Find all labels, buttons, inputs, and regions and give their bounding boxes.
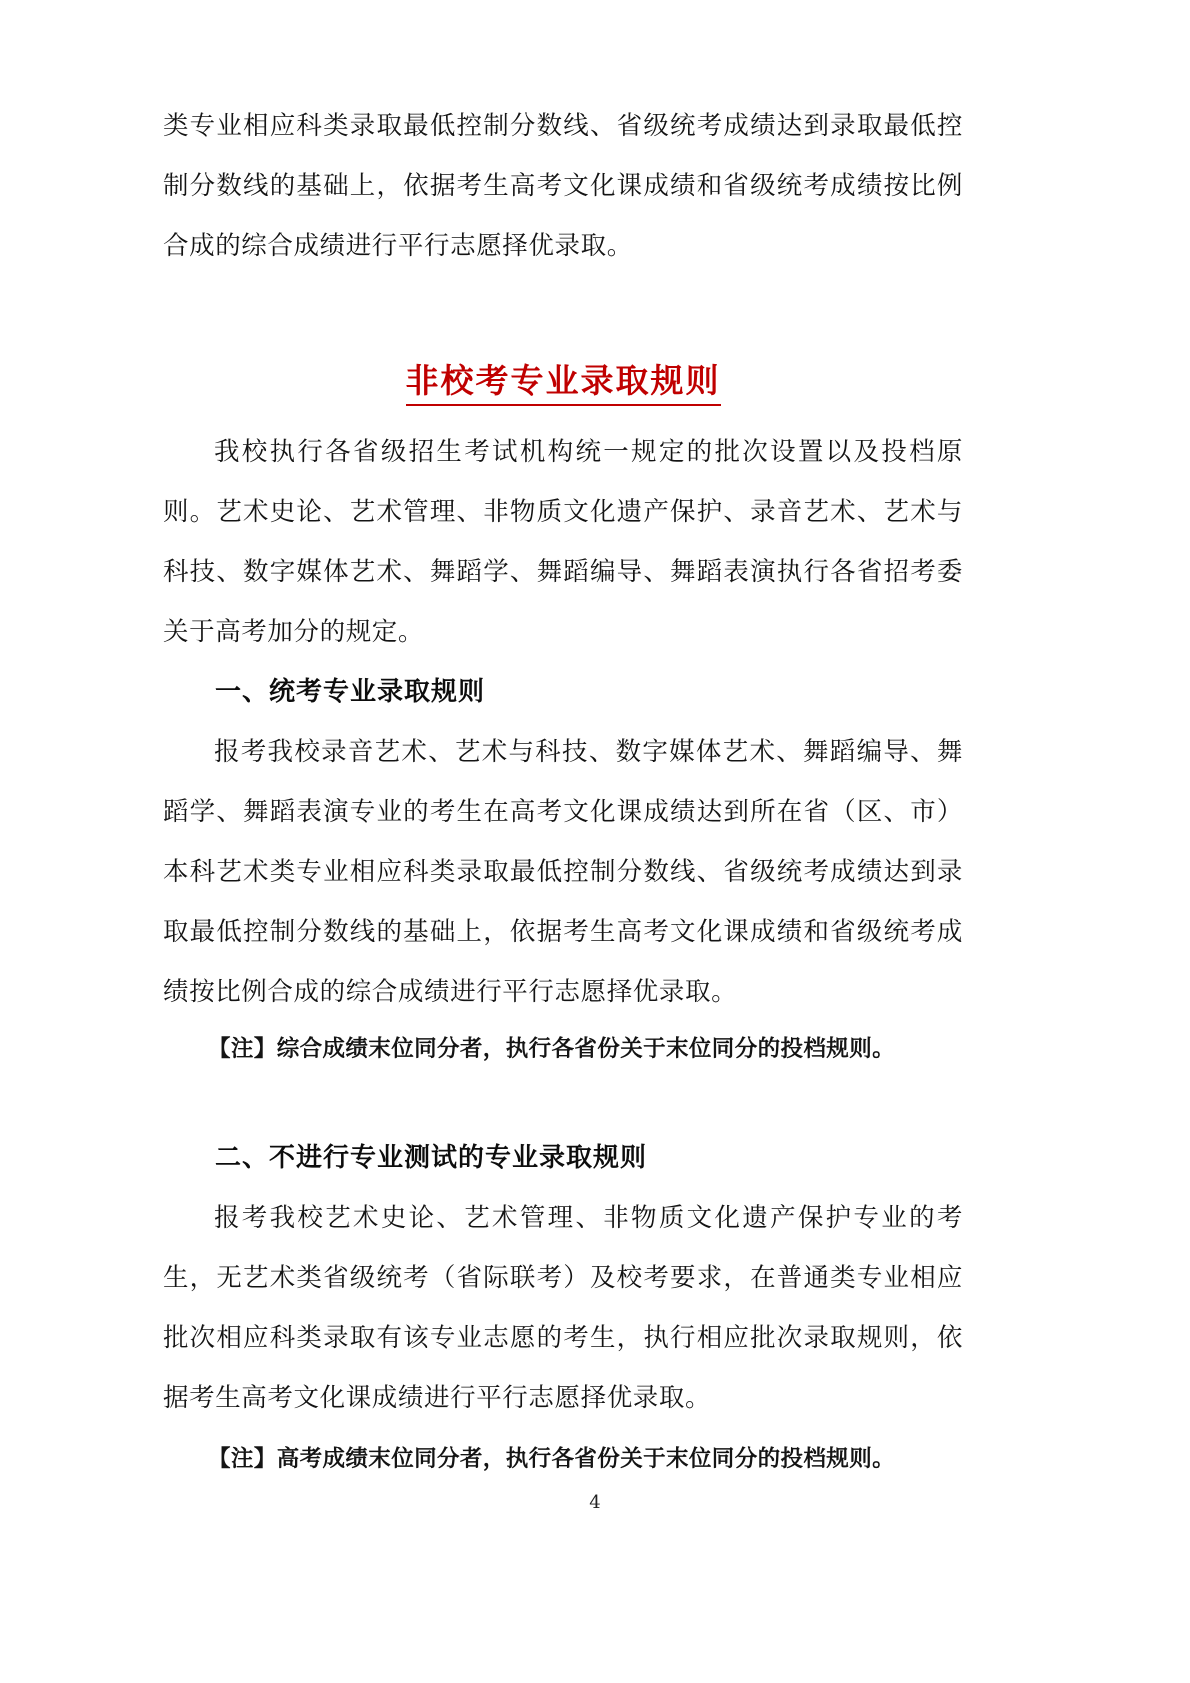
continued-paragraph: 类专业相应科类录取最低控制分数线、省级统考成绩达到录取最低控制分数线的基础上，依据考生高考文化课成绩和省级统考成绩按比例合成的综合成绩进行平行志愿择优录取。 bbox=[163, 111, 963, 261]
section-title-wrapper bbox=[163, 360, 963, 406]
section-heading-1: 一、统考专业录取规则 bbox=[215, 677, 486, 708]
section-note-2: 【注】高考成绩末位同分者，执行各省份关于末位同分的投档规则。 bbox=[208, 1446, 896, 1473]
page-content bbox=[163, 0, 963, 1486]
page-title: 非校考专业录取规则 bbox=[406, 360, 721, 406]
page-number: 4 bbox=[589, 1492, 601, 1513]
section-body-1: 报考我校录音艺术、艺术与科技、数字媒体艺术、舞蹈编导、舞蹈学、舞蹈表演专业的考生在高考文化课成绩达到所在省（区、市）本科艺术类专业相应科类录取最低控制分数线、省级统考成绩达到录取最低控制分数线的基础上，依据考生高考文化课成绩和省级统考成绩按比例合成的综合成绩进行平行志愿择优录取。 bbox=[163, 737, 963, 1008]
section-body-2: 报考我校艺术史论、艺术管理、非物质文化遗产保护专业的考生，无艺术类省级统考（省际联考）及校考要求，在普通类专业相应批次相应科类录取有该专业志愿的考生，执行相应批次录取规则，依据考生高考文化课成绩进行平行志愿择优录取。 bbox=[163, 1203, 963, 1414]
section-heading-2: 二、不进行专业测试的专业录取规则 bbox=[215, 1143, 648, 1174]
section-note-1: 【注】综合成绩末位同分者，执行各省份关于末位同分的投档规则。 bbox=[208, 1036, 896, 1063]
intro-paragraph: 我校执行各省级招生考试机构统一规定的批次设置以及投档原则。艺术史论、艺术管理、非物质文化遗产保护、录音艺术、艺术与科技、数字媒体艺术、舞蹈学、舞蹈编导、舞蹈表演执行各省招考委关于高考加分的规定。 bbox=[163, 437, 963, 648]
